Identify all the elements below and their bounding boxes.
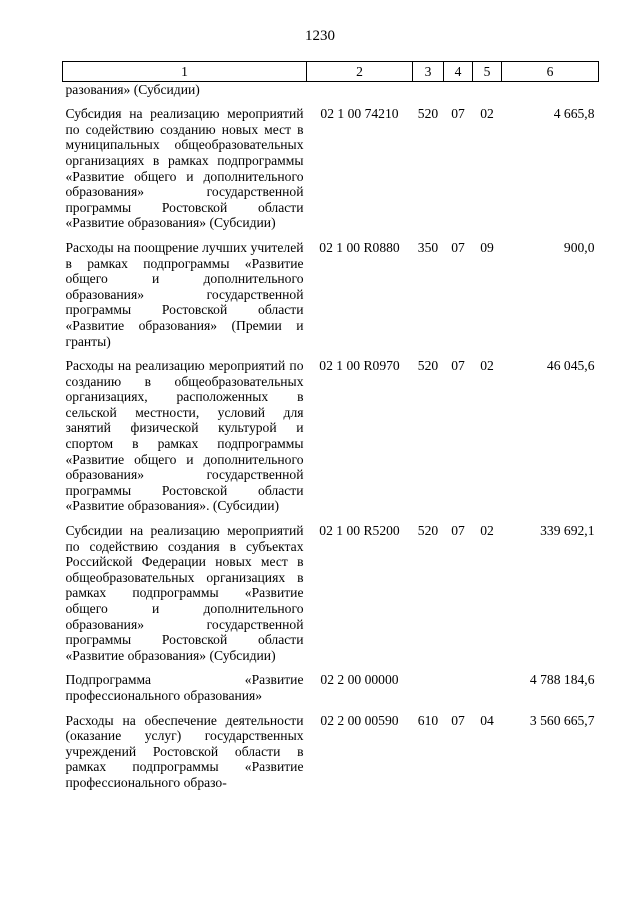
row-col3: 520 bbox=[417, 523, 439, 539]
table-row bbox=[63, 672, 599, 712]
row-code: 02 2 00 00590 bbox=[320, 712, 399, 728]
row-col5: 09 bbox=[480, 239, 494, 255]
row-col5: 02 bbox=[480, 358, 494, 374]
row-code: 02 1 00 R0970 bbox=[319, 358, 400, 374]
row-code: 02 1 00 R5200 bbox=[319, 523, 400, 539]
row-col3: 520 bbox=[417, 106, 439, 122]
row-amount: 46 045,6 bbox=[546, 358, 595, 374]
row-code: 02 1 00 R0880 bbox=[319, 239, 400, 255]
table-row bbox=[63, 106, 599, 240]
row-col5: 04 bbox=[480, 712, 494, 728]
row-col5: 02 bbox=[480, 106, 494, 122]
table-row bbox=[63, 240, 599, 358]
row-description: Субсидии на реализацию мероприятий по содействию создания в субъектах Российской Федерации новых мест в общеобразовательных организациях в рамках подпрограммы «Развитие общего и дополнительного образования» государственной программы Ростовской области «Развитие образования» (Субсидии) bbox=[65, 523, 304, 663]
column-header-2: 2 bbox=[307, 62, 413, 82]
column-header-1: 1 bbox=[63, 62, 307, 82]
table-row bbox=[63, 713, 599, 791]
column-header-4: 4 bbox=[444, 62, 473, 82]
budget-table bbox=[62, 61, 599, 791]
column-header-5: 5 bbox=[473, 62, 502, 82]
row-amount: 900,0 bbox=[563, 239, 595, 255]
row-description: Подпрограмма «Развитие профессионального образования» bbox=[65, 672, 304, 703]
row-col3: 610 bbox=[417, 712, 439, 728]
row-col4: 07 bbox=[451, 523, 465, 539]
row-col3 bbox=[413, 81, 444, 106]
row-code bbox=[307, 81, 413, 106]
row-col3: 350 bbox=[417, 239, 439, 255]
row-col5: 02 bbox=[480, 523, 494, 539]
row-amount bbox=[502, 81, 599, 106]
table-row bbox=[63, 523, 599, 672]
row-col4 bbox=[444, 672, 473, 712]
row-col3: 520 bbox=[417, 358, 439, 374]
row-description: Расходы на реализацию мероприятий по созданию в общеобразовательных организациях, расположенных в сельской местности, условий для занятий физической культурой и спортом в рамках подпрограммы «Развитие общего и дополнительного образования» государственной программы Ростовской области «Развитие образования». (Субсидии) bbox=[65, 358, 304, 514]
column-header-6: 6 bbox=[502, 62, 599, 82]
row-description: Субсидия на реализацию мероприятий по содействию созданию новых мест в муниципальных общеобразовательных организациях в рамках подпрограммы «Развитие общего и дополнительного образования» государственной программы Ростовской области «Развитие образования» (Субсидии) bbox=[65, 106, 304, 231]
row-code: 02 2 00 00000 bbox=[320, 672, 399, 688]
page-number: 1230 bbox=[305, 28, 335, 44]
row-amount: 4 665,8 bbox=[553, 106, 595, 122]
row-col4 bbox=[444, 81, 473, 106]
row-amount: 3 560 665,7 bbox=[529, 712, 595, 728]
column-header-3: 3 bbox=[413, 62, 444, 82]
row-description: разования» (Субсидии) bbox=[65, 81, 200, 97]
row-col4: 07 bbox=[451, 358, 465, 374]
row-description: Расходы на поощрение лучших учителей в рамках подпрограммы «Развитие общего и дополнительного образования» государственной программы Ростовской области «Развитие образования» (Премии и гранты) bbox=[65, 239, 304, 349]
row-col5 bbox=[473, 81, 502, 106]
table-header-row bbox=[63, 62, 599, 82]
row-code: 02 1 00 74210 bbox=[320, 106, 399, 122]
row-description: Расходы на обеспечение деятельности (оказание услуг) государственных учреждений Ростовской области в рамках подпрограммы «Развитие профессионального образо- bbox=[65, 712, 304, 790]
row-amount: 4 788 184,6 bbox=[529, 672, 595, 688]
row-col4: 07 bbox=[451, 712, 465, 728]
row-col5 bbox=[473, 672, 502, 712]
table-row bbox=[63, 358, 599, 523]
table-row bbox=[63, 81, 599, 106]
row-col4: 07 bbox=[451, 106, 465, 122]
row-col4: 07 bbox=[451, 239, 465, 255]
row-col3 bbox=[413, 672, 444, 712]
row-amount: 339 692,1 bbox=[540, 523, 595, 539]
